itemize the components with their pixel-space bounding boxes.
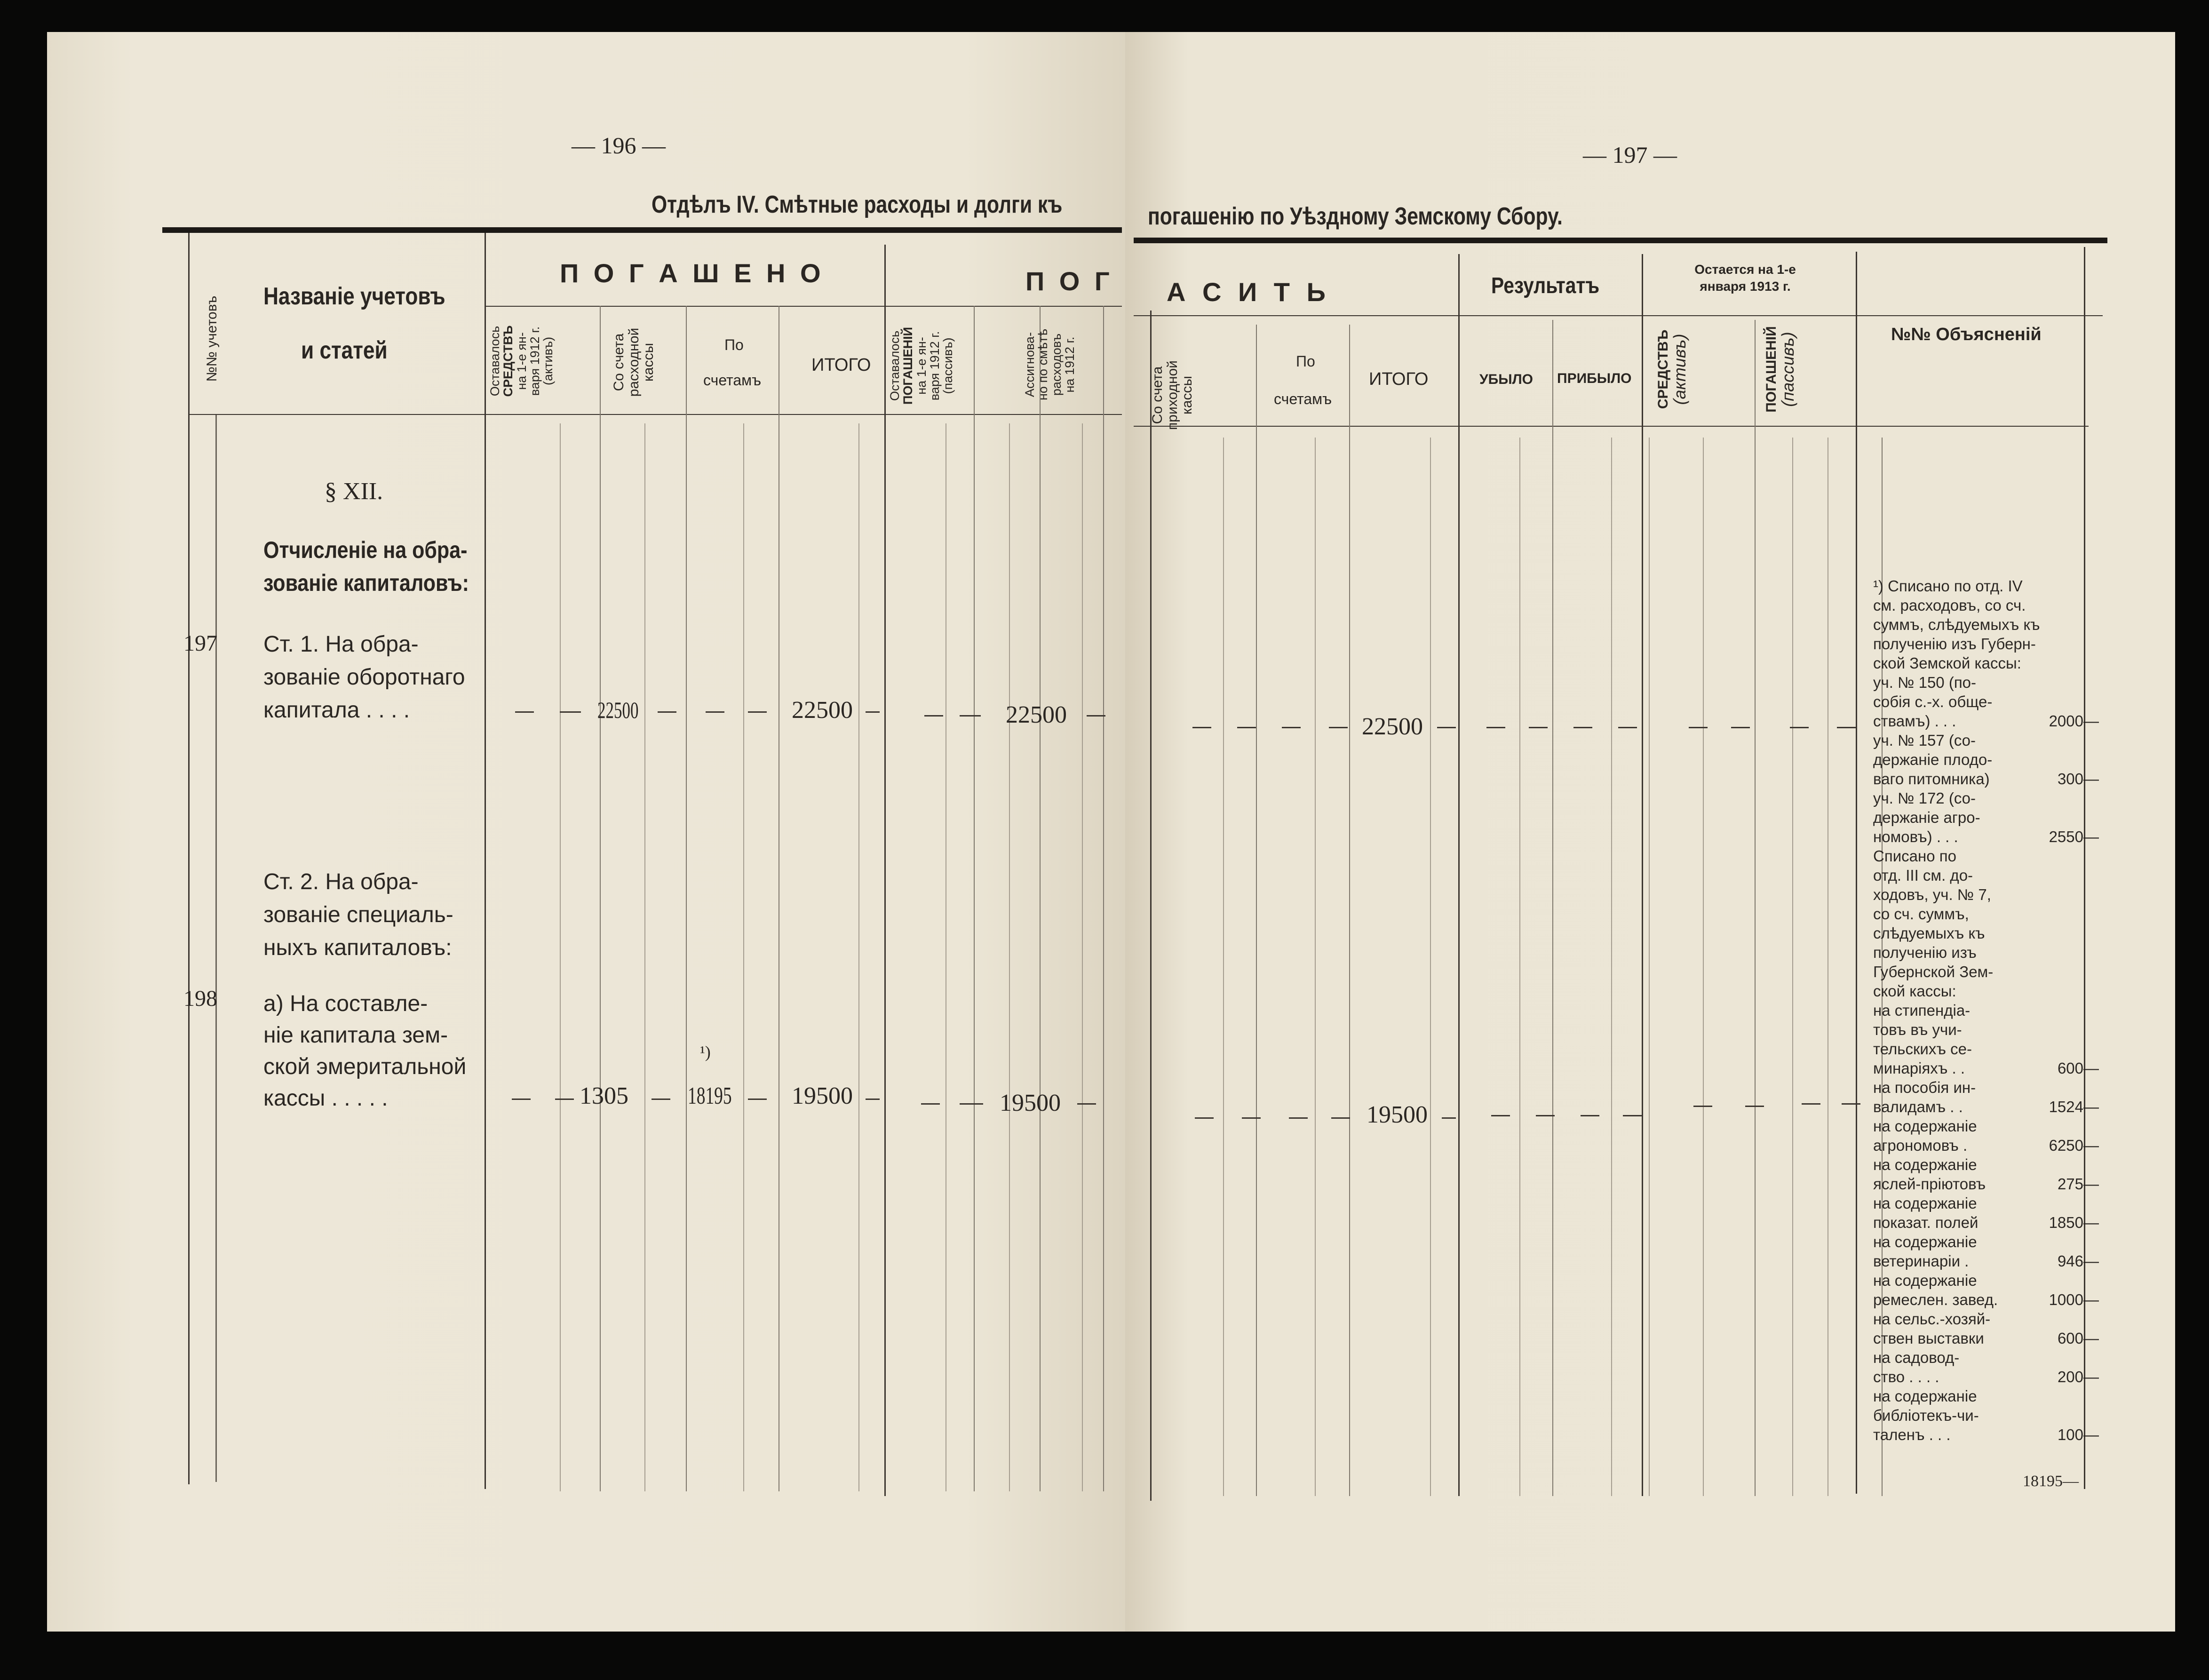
section-title-2: зованіе капиталовъ: <box>263 570 469 596</box>
footnote-line <box>1873 576 2094 596</box>
footnote-line-text: держаніе плодо- <box>1873 751 1993 768</box>
footnote-line <box>1873 1116 2094 1136</box>
left-page-title: Отдѣлъ IV. Смѣтные расходы и долги къ <box>652 191 1063 218</box>
ostavalos-sredstv-header: Оставалось СРЕДСТВЪ на 1-е ян- варя 1912 г. (активъ) <box>488 325 556 397</box>
so-scheta-rash-header: Со счета расходной кассы <box>611 327 656 397</box>
assignovano-header: Ассигнова- но по смѣтѣ расходовъ на 1912 г. <box>1023 328 1077 401</box>
footnote-line-text: на стипендіа- <box>1873 1002 1971 1019</box>
row-197-itogo-right: 22500 <box>1362 713 1423 740</box>
footnote-line <box>1873 1348 2094 1367</box>
header-mid-rule <box>485 306 1122 307</box>
footnote-line-amount: 6250— <box>2049 1137 2099 1154</box>
name-col-divider <box>485 233 486 1489</box>
footnote-line <box>1873 1020 2094 1039</box>
footnote-line <box>1873 653 2094 673</box>
sredstv-aktiv-header: СРЕДСТВЪ (активъ) <box>1655 329 1689 409</box>
right-table-border-left <box>1150 311 1152 1501</box>
row-198-itogo: 19500 <box>792 1083 853 1109</box>
footnote-line-text: ваго питомника) <box>1873 770 1990 788</box>
footnote-line <box>1873 1097 2099 1116</box>
pogasheno-divider <box>884 245 886 1496</box>
row-197-name: Ст. 1. На обра- зованіе оборотнаго капитала . . . . <box>263 632 465 723</box>
footnote-line <box>1873 1059 2099 1078</box>
rezultat-divider <box>1642 254 1643 1496</box>
footnote-line <box>1873 962 2094 981</box>
footnote-line <box>1873 924 2094 943</box>
footnote-line <box>1873 615 2094 634</box>
footnote-line <box>1873 769 2099 788</box>
footnote-line <box>1873 981 2094 1001</box>
po-schetam-header-1: По <box>724 336 744 353</box>
col-name-header-2: и статей <box>301 337 388 364</box>
footnote-line <box>1873 1271 2094 1290</box>
ostaetsya-divider <box>1856 252 1857 1494</box>
footnote-line-text: со сч. суммъ, <box>1873 905 1969 923</box>
section-title-1: Отчисленіе на обра- <box>263 537 468 563</box>
footnote-line-text: яслей-пріютовъ <box>1873 1175 1986 1193</box>
footnote-line-text: ветеринаріи . <box>1873 1252 1969 1270</box>
footnote-line-text: номовъ) . . . <box>1873 828 1958 845</box>
row-198-footnote-mark: ¹) <box>700 1043 711 1061</box>
footnote-line-text: см. расходовъ, со сч. <box>1873 597 2026 614</box>
table-border-left <box>188 233 190 1484</box>
footnote-line-text: уч. № 157 (со- <box>1873 732 1976 749</box>
footnote-line <box>1873 1039 2094 1059</box>
footnote-line <box>1873 711 2099 731</box>
footnote-line <box>1873 692 2094 711</box>
footnote-line <box>1873 1136 2099 1155</box>
footnote-line-text: ствен выставки <box>1873 1330 1984 1347</box>
footnote-line <box>1873 846 2094 866</box>
footnote-line <box>1873 885 2094 904</box>
footnote-line <box>1873 673 2094 692</box>
footnote-line <box>1873 1290 2099 1309</box>
footnote-line-text: суммъ, слѣдуемыхъ къ <box>1873 616 2040 633</box>
so-scheta-prih-header: Со счета приходной кассы <box>1150 360 1195 430</box>
footnote-line-text: валидамъ . . <box>1873 1098 1963 1115</box>
pribylo-header: ПРИБЫЛО <box>1557 371 1632 386</box>
footnote-line-text: показат. полей <box>1873 1214 1979 1231</box>
footnote-line-text: на сельс.-хозяй- <box>1873 1310 1991 1328</box>
footnote-line-text: агрономовъ . <box>1873 1137 1968 1154</box>
footnote-line <box>1873 750 2094 769</box>
footnote-line-text: ской кассы: <box>1873 982 1956 1000</box>
left-page-number: — 196 — <box>572 132 666 159</box>
left-top-rule <box>162 227 1122 233</box>
footnote-line-amount: 600— <box>2057 1330 2099 1347</box>
footnote-line-text: ¹) Списано по отд. IV <box>1873 577 2023 595</box>
footnote-line-text: на содержаніе <box>1873 1272 1977 1289</box>
footnote-line <box>1873 904 2094 924</box>
footnote-line-amount: 275— <box>2057 1175 2099 1193</box>
footnote-line <box>1873 634 2094 653</box>
footnote-line <box>1873 1386 2094 1406</box>
footnote-line <box>1873 1174 2099 1194</box>
row-197-itogo: 22500 <box>792 697 853 724</box>
footnote-line-text: уч. № 150 (по- <box>1873 674 1977 691</box>
footnote-line-amount: 300— <box>2057 770 2099 788</box>
footnote-line-text: на садовод- <box>1873 1349 1960 1366</box>
pogasit-divider <box>1458 254 1460 1496</box>
po-schetam-right-2: счетамъ <box>1274 390 1332 407</box>
footnote-line-amount: 946— <box>2057 1252 2099 1270</box>
footnote-line-text: отд. III см. до- <box>1873 867 1973 884</box>
footnote-line <box>1873 1155 2094 1174</box>
footnote-line <box>1873 1367 2099 1386</box>
footnote-line-text: на содержаніе <box>1873 1194 1977 1212</box>
footnote-line <box>1873 1309 2094 1329</box>
footnote-line <box>1873 1078 2094 1097</box>
footnote-line <box>1873 1213 2099 1232</box>
footnote-line <box>1873 1194 2094 1213</box>
footnote-line-text: на пособія ин- <box>1873 1079 1976 1096</box>
footnote-line-text: на содержаніе <box>1873 1233 1977 1250</box>
header-bottom-rule <box>188 414 1122 415</box>
footnote-line-text: на содержаніе <box>1873 1387 1977 1405</box>
footnote-line <box>1873 1001 2094 1020</box>
footnote-line-amount: 200— <box>2057 1368 2099 1385</box>
col-num-header: №№ учетовъ <box>204 295 220 382</box>
right-top-rule <box>1134 238 2107 243</box>
footnote-line-text: слѣдуемыхъ къ <box>1873 924 1985 942</box>
footnote-line-amount: 600— <box>2057 1059 2099 1077</box>
footnote-line-amount: 1524— <box>2049 1098 2099 1115</box>
footnote-line-text: ремеслен. завед. <box>1873 1291 1998 1308</box>
right-page-number: — 197 — <box>1583 142 1677 168</box>
footnote-line <box>1873 827 2099 846</box>
section-paragraph: § XII. <box>325 478 383 505</box>
footnote-explanation <box>1873 576 2099 1444</box>
footnote-line-text: тельскихъ се- <box>1873 1040 1972 1058</box>
row-197-assignovano: 22500 <box>1006 701 1067 728</box>
footnote-line <box>1873 1251 2099 1271</box>
footnote-line-amount: 100— <box>2057 1426 2099 1443</box>
row-198-itogo-right: 19500 <box>1367 1101 1428 1128</box>
row-198-po-schetam: 18195 <box>688 1083 732 1109</box>
footnote-line <box>1873 788 2094 808</box>
footnote-line <box>1873 943 2094 962</box>
footnote-line-amount: 2550— <box>2049 828 2099 845</box>
footnote-line-text: на содержаніе <box>1873 1156 1977 1173</box>
rezultat-header: Результатъ <box>1491 273 1600 298</box>
po-schetam-header-2: счетамъ <box>703 372 762 389</box>
itogo-header-right: ИТОГО <box>1369 369 1429 389</box>
num-col-divider <box>215 414 217 1482</box>
ubylo-header: УБЫЛО <box>1479 372 1533 387</box>
footnote-line-amount: 2000— <box>2049 712 2099 730</box>
right-page-title: погашенію по Уѣздному Земскому Сбору. <box>1148 203 1563 230</box>
obyasneniy-header: №№ Объясненій <box>1891 325 2042 344</box>
right-header-bottom-rule <box>1134 426 2089 427</box>
footnote-line-text: таленъ . . . <box>1873 1426 1951 1443</box>
footnote-line-text: Губернской Зем- <box>1873 963 1994 980</box>
row-197-num: 197 <box>183 631 217 656</box>
col-name-header-1: Названіе учетовъ <box>263 283 445 310</box>
footnote-line <box>1873 1425 2099 1444</box>
row-197-so-scheta-rash: 22500 <box>597 697 639 723</box>
ostaetsya-header: Остается на 1-е января 1913 г. <box>1694 262 1796 294</box>
pogasheniy-passiv-header: ПОГАШЕНІЙ (пассивъ) <box>1764 326 1797 413</box>
row-st2-name: Ст. 2. На обра- зованіе специаль- ныхъ капиталовъ: <box>263 869 453 960</box>
footnote-line <box>1873 731 2094 750</box>
footnote-line-text: полученію изъ Губерн- <box>1873 635 2036 653</box>
ostavalos-pogash-header: Оставалось ПОГАШЕНІЙ на 1-е ян- варя 1912 г. (пассивъ) <box>888 326 955 405</box>
footnote-line-amount: 1000— <box>2049 1291 2099 1308</box>
pogasheno-header: П О Г А Ш Е Н О <box>560 258 825 288</box>
footnote-line <box>1873 808 2094 827</box>
pogasit-header-left: П О Г <box>1025 266 1113 296</box>
footnote-line-text: ство . . . . <box>1873 1368 1939 1385</box>
footnote-line-text: Списано по <box>1873 847 1956 865</box>
footnote-line-text: товъ въ учи- <box>1873 1021 1962 1038</box>
footnote-line-text: полученію изъ <box>1873 944 1977 961</box>
footnote-line-text: уч. № 172 (со- <box>1873 789 1976 807</box>
footnote-line-text: минаріяхъ . . <box>1873 1059 1965 1077</box>
footnote-line-amount: 1850— <box>2049 1214 2099 1231</box>
footnote-line-text: библіотекъ-чи- <box>1873 1407 1979 1424</box>
footnote-line <box>1873 1329 2099 1348</box>
footnote-line-text: ской Земской кассы: <box>1873 654 2021 672</box>
footnote-line-text: на содержаніе <box>1873 1117 1977 1135</box>
right-header-mid-rule <box>1134 315 2103 316</box>
pogasit-header-right: А С И Т Ь <box>1167 277 1330 307</box>
row-198-so-scheta-rash: 1305 <box>580 1083 628 1109</box>
footnote-line <box>1873 596 2094 615</box>
row-198-name: а) На составле- ніе капитала зем- ской эмеритальной кассы . . . . . <box>263 991 467 1111</box>
footnote-total: 18195— <box>2023 1473 2079 1490</box>
footnote-line-text: ствамъ) . . . <box>1873 712 1956 730</box>
footnote-line <box>1873 1406 2094 1425</box>
footnote-line-text: собія с.-х. обще- <box>1873 693 1993 710</box>
footnote-line-text: ходовъ, уч. № 7, <box>1873 886 1991 903</box>
row-198-assignovano: 19500 <box>1000 1090 1061 1116</box>
footnote-line <box>1873 1232 2094 1251</box>
footnote-line <box>1873 866 2094 885</box>
po-schetam-right-1: По <box>1296 353 1315 370</box>
itogo-header-left: ИТОГО <box>811 355 871 375</box>
footnote-line-text: держаніе агро- <box>1873 809 1980 826</box>
row-198-num: 198 <box>183 986 217 1011</box>
